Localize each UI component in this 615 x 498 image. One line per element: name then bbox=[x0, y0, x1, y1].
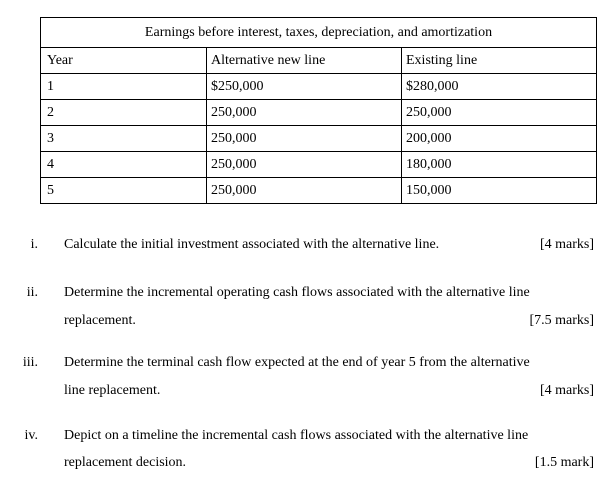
table-row bbox=[41, 100, 597, 126]
question-text-line-1: Determine the terminal cash flow expected at the end of year 5 from the alternative bbox=[64, 355, 530, 370]
header-alternative-new-line: Alternative new line bbox=[207, 48, 402, 74]
question-marks: [4 marks] bbox=[539, 237, 594, 252]
header-year: Year bbox=[41, 48, 207, 74]
question-marks: [7.5 marks] bbox=[529, 313, 594, 328]
table-row bbox=[41, 152, 597, 178]
question-text-line-2: line replacement. bbox=[64, 383, 161, 398]
cell-existing: $280,000 bbox=[402, 74, 597, 100]
question-number: i. bbox=[30, 237, 38, 252]
question-number: iii. bbox=[22, 355, 38, 370]
cell-alternative: 250,000 bbox=[207, 152, 402, 178]
table-caption-row bbox=[41, 18, 597, 48]
cell-alternative: 250,000 bbox=[207, 126, 402, 152]
table-row bbox=[41, 126, 597, 152]
cell-alternative: $250,000 bbox=[207, 74, 402, 100]
question-marks: [1.5 mark] bbox=[534, 455, 594, 470]
cell-alternative: 250,000 bbox=[207, 178, 402, 204]
table-caption: Earnings before interest, taxes, depreciation, and amortization bbox=[41, 18, 597, 48]
question-marks: [4 marks] bbox=[539, 383, 594, 398]
question-number: iv. bbox=[24, 428, 38, 443]
cell-existing: 200,000 bbox=[402, 126, 597, 152]
question-text-line-1: Determine the incremental operating cash flows associated with the alternative line bbox=[64, 285, 530, 300]
question-text: Calculate the initial investment associated with the alternative line. bbox=[64, 237, 440, 252]
cell-year: 1 bbox=[41, 74, 207, 100]
table-header-row bbox=[41, 48, 597, 74]
table-row bbox=[41, 178, 597, 204]
cell-year: 4 bbox=[41, 152, 207, 178]
cell-year: 5 bbox=[41, 178, 207, 204]
question-number: ii. bbox=[26, 285, 38, 300]
question-text-line-2: replacement. bbox=[64, 313, 136, 328]
cell-alternative: 250,000 bbox=[207, 100, 402, 126]
cell-existing: 150,000 bbox=[402, 178, 597, 204]
header-existing-line: Existing line bbox=[402, 48, 597, 74]
question-text-line-1: Depict on a timeline the incremental cash flows associated with the alternative line bbox=[64, 428, 529, 443]
cell-existing: 250,000 bbox=[402, 100, 597, 126]
question-text-line-2: replacement decision. bbox=[64, 455, 187, 470]
cell-year: 2 bbox=[41, 100, 207, 126]
ebitda-table-container bbox=[40, 17, 597, 204]
cell-year: 3 bbox=[41, 126, 207, 152]
table-row bbox=[41, 74, 597, 100]
cell-existing: 180,000 bbox=[402, 152, 597, 178]
ebitda-table bbox=[40, 17, 597, 204]
